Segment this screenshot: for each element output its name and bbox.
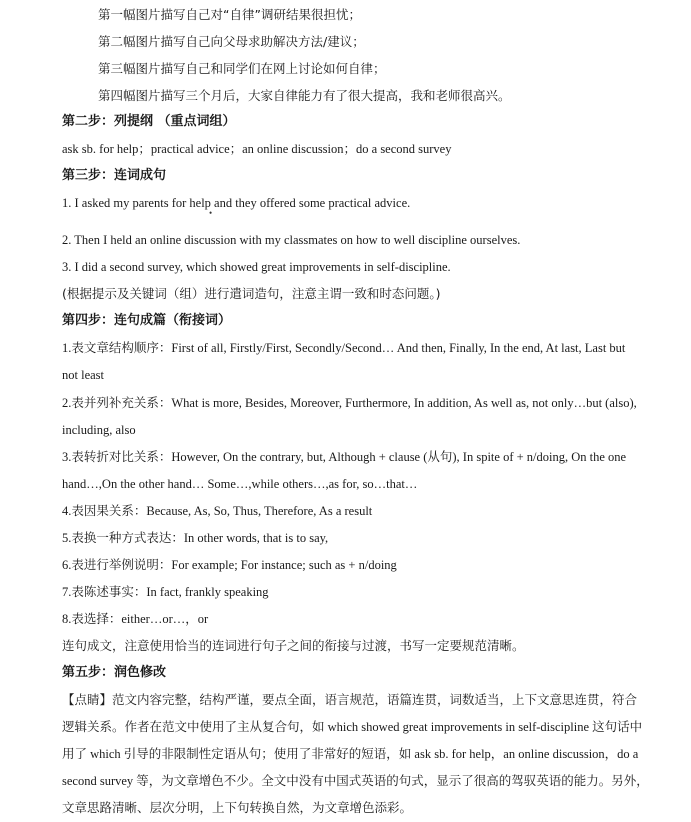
step4-item-1b: not least [62,368,105,382]
step3-heading: 第三步：连词成句 [62,168,167,183]
step4-item-1a: 1.表文章结构顺序：First of all, Firstly/First, Secondly/Second… And then, Finally, In the end, At last, Last but [62,341,626,355]
intro-picture-2: 第二幅图片描写自己向父母求助解决方法/建议； [98,34,365,49]
step3-note: (根据提示及关键词（组）进行遣词造句，注意主谓一致和时态问题。) [62,286,441,301]
intro-picture-3: 第三幅图片描写自己和同学们在网上讨论如何自律； [98,61,386,76]
step5-comment-5: 文章思路清晰、层次分明，上下句转换自然，为文章增色添彩。 [62,800,413,815]
step4-item-6: 6.表进行举例说明：For example; For instance; such as + n/doing [62,558,397,572]
dot-mark: • [209,208,213,218]
intro-picture-4: 第四幅图片描写三个月后，大家自律能力有了很大提高，我和老师很高兴。 [98,88,511,103]
step4-item-8: 8.表选择：either…or…，or [62,612,209,626]
step4-item-3a: 3.表转折对比关系：However, On the contrary, but, Although + clause (从句), In spite of + n/doing, On the one [62,450,627,464]
step3-sentence-2: 2. Then I held an online discussion with my classmates on how to well discipline ourselves. [62,233,521,247]
step5-comment-3: 用了 which 引导的非限制性定语从句；使用了非常好的短语，如 ask sb. for help，an online discussion，do a [62,747,639,761]
step4-summary: 连句成文，注意使用恰当的连词进行句子之间的衔接与过渡，书写一定要规范清晰。 [62,638,525,653]
intro-picture-1: 第一幅图片描写自己对“自律”调研结果很担忧； [98,7,361,22]
step5-comment-2: 逻辑关系。作者在范文中使用了主从复合句，如 which showed great improvements in self-discipline 这句话中 [62,720,643,734]
step4-item-7: 7.表陈述事实：In fact, frankly speaking [62,585,269,599]
step5-comment-4: second survey 等，为文章增色不少。全文中没有中国式英语的句式，显示了很高的驾驭英语的能力。另外， [62,774,649,788]
step4-item-2a: 2.表并列补充关系：What is more, Besides, Moreover, Furthermore, In addition, As well as, not only…but (also), [62,396,637,410]
step3-sentence-1: 1. I asked my parents for help and they offered some practical advice. [62,196,411,210]
step5-heading: 第五步：润色修改 [62,665,167,680]
step3-sentence-3: 3. I did a second survey, which showed great improvements in self-discipline. [62,260,451,274]
step5-comment-1: 【点睛】范文内容完整，结构严谨，要点全面，语言规范，语篇连贯，词数适当，上下文意思连贯，符合 [62,692,638,707]
step4-item-5: 5.表换一种方式表达：In other words, that is to say, [62,531,329,545]
step4-heading: 第四步：连句成篇（衔接词） [62,313,232,328]
step4-item-3b: hand…,On the other hand… Some…,while others…,as for, so…that… [62,477,418,491]
step2-phrases: ask sb. for help；practical advice；an online discussion；do a second survey [62,142,452,156]
step4-item-4: 4.表因果关系：Because, As, So, Thus, Therefore, As a result [62,504,373,518]
step2-heading: 第二步：列提纲 （重点词组） [62,114,236,129]
step4-item-2b: including, also [62,423,136,437]
